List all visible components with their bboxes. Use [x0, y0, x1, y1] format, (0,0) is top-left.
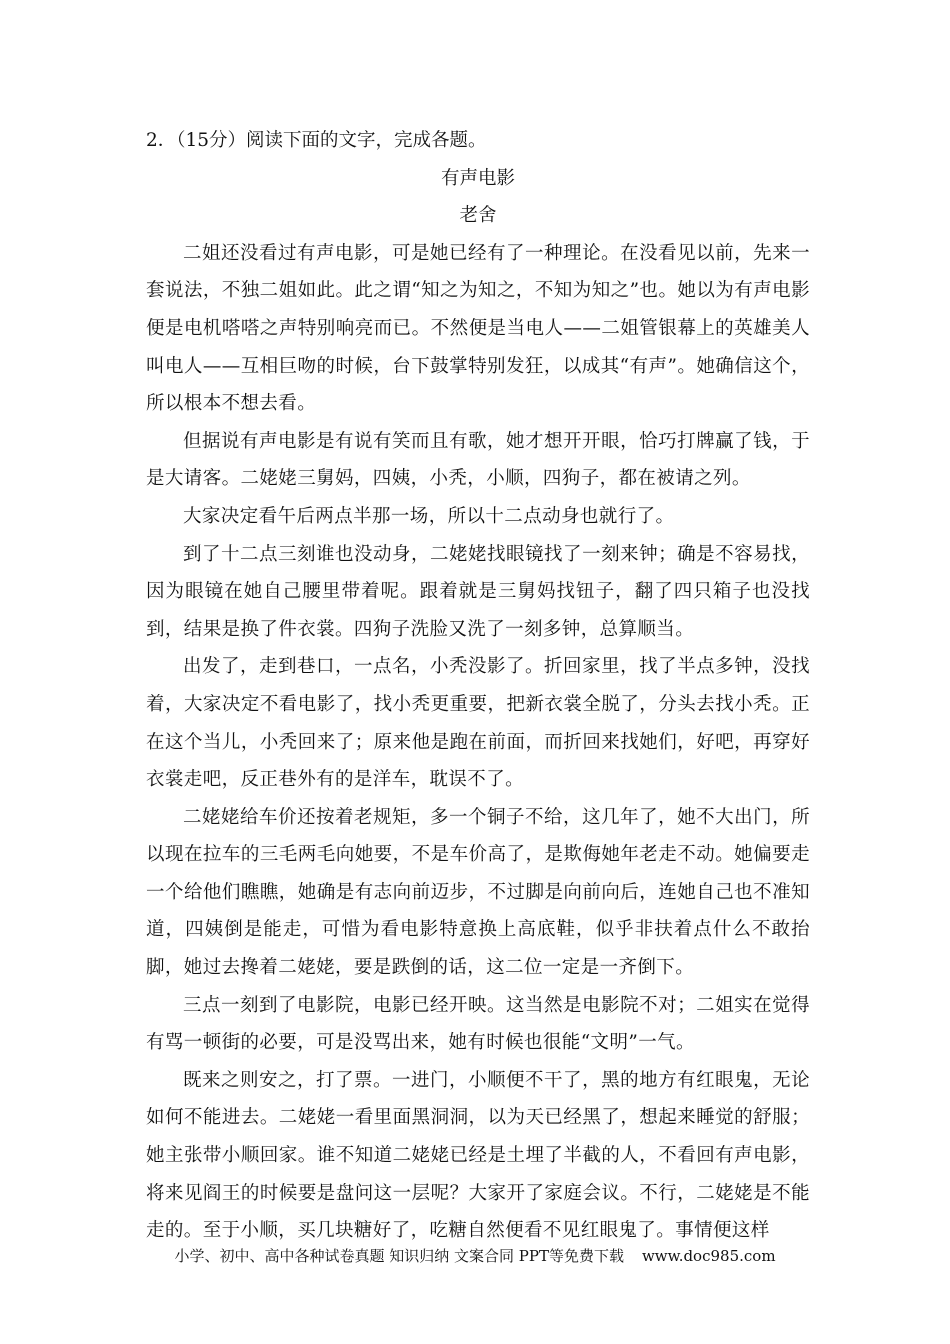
- question-heading: 2．（15分）阅读下面的文字，完成各题。: [146, 130, 487, 151]
- footer-url: www.doc985.com: [641, 1247, 776, 1265]
- paragraph-4: 到了十二点三刻谁也没动身，二姥姥找眼镜找了一刻来钟；确是不容易找，因为眼镜在她自己腰里带着呢。跟着就是三舅妈找钮子，翻了四只箱子也没找到，结果是换了件衣裳。四狗子洗脸又洗了一刻多钟，总算顺当。: [146, 543, 810, 640]
- paragraph-7: 三点一刻到了电影院，电影已经开映。这当然是电影院不对；二姐实在觉得有骂一顿街的必要，可是没骂出来，她有时候也很能“文明”一气。: [146, 994, 810, 1054]
- paragraph-6: 二姥姥给车价还按着老规矩，多一个铜子不给，这几年了，她不大出门，所以现在拉车的三毛两毛向她要，不是车价高了，是欺侮她年老走不动。她偏要走一个给他们瞧瞧，她确是有志向前迈步，不过脚是向前向后，连她自己也不准知道，四姨倒是能走，可惜为看电影特意换上高底鞋，似乎非扶着点什么不敢抬脚，她过去搀着二姥姥，要是跌倒的话，这二位一定是一齐倒下。: [146, 806, 810, 979]
- paragraph-3: 大家决定看午后两点半那一场，所以十二点动身也就行了。: [183, 505, 675, 527]
- paragraph-8: 既来之则安之，打了票。一进门，小顺便不干了，黑的地方有红眼鬼，无论如何不能进去。二姥姥一看里面黑洞洞，以为天已经黑了，想起来睡觉的舒服；她主张带小顺回家。谁不知道二姥姥已经是土埋了半截的人，不看回有声电影，将来见阎王的时候要是盘问这一层呢？大家开了家庭会议。不行，二姥姥是不能走的。至于小顺，买几块糖好了，吃糖自然便看不见红眼鬼了。事情便这样: [146, 1069, 810, 1242]
- page-footer: [0, 1244, 950, 1268]
- paragraph-2: 但据说有声电影是有说有笑而且有歌，她才想开开眼，恰巧打牌赢了钱，于是大请客。二姥姥三舅妈，四姨，小秃，小顺，四狗子，都在被请之列。: [146, 430, 810, 490]
- paragraph-5: 出发了，走到巷口，一点名，小秃没影了。折回家里，找了半点多钟，没找着，大家决定不看电影了，找小秃更重要，把新衣裳全脱了，分头去找小秃。正在这个当儿，小秃回来了；原来他是跑在前面，而折回来找她们，好吧，再穿好衣裳走吧，反正巷外有的是洋车，耽误不了。: [146, 656, 810, 791]
- footer-text: 小学、初中、高中各种试卷真题 知识归纳 文案合同 PPT等免费下载: [174, 1247, 624, 1265]
- article-author: 老舍: [459, 205, 497, 227]
- page-content: [146, 122, 810, 1250]
- paragraph-1: 二姐还没看过有声电影，可是她已经有了一种理论。在没看见以前，先来一套说法，不独二姐如此。此之谓“知之为知之，不知为知之”也。她以为有声电影便是电机嗒嗒之声特别响亮而已。不然便是当电人——二姐管银幕上的英雄美人叫电人——互相巨吻的时候，台下鼓掌特别发狂，以成其“有声”。她确信这个，所以根本不想去看。: [146, 242, 810, 415]
- article-title: 有声电影: [440, 167, 515, 189]
